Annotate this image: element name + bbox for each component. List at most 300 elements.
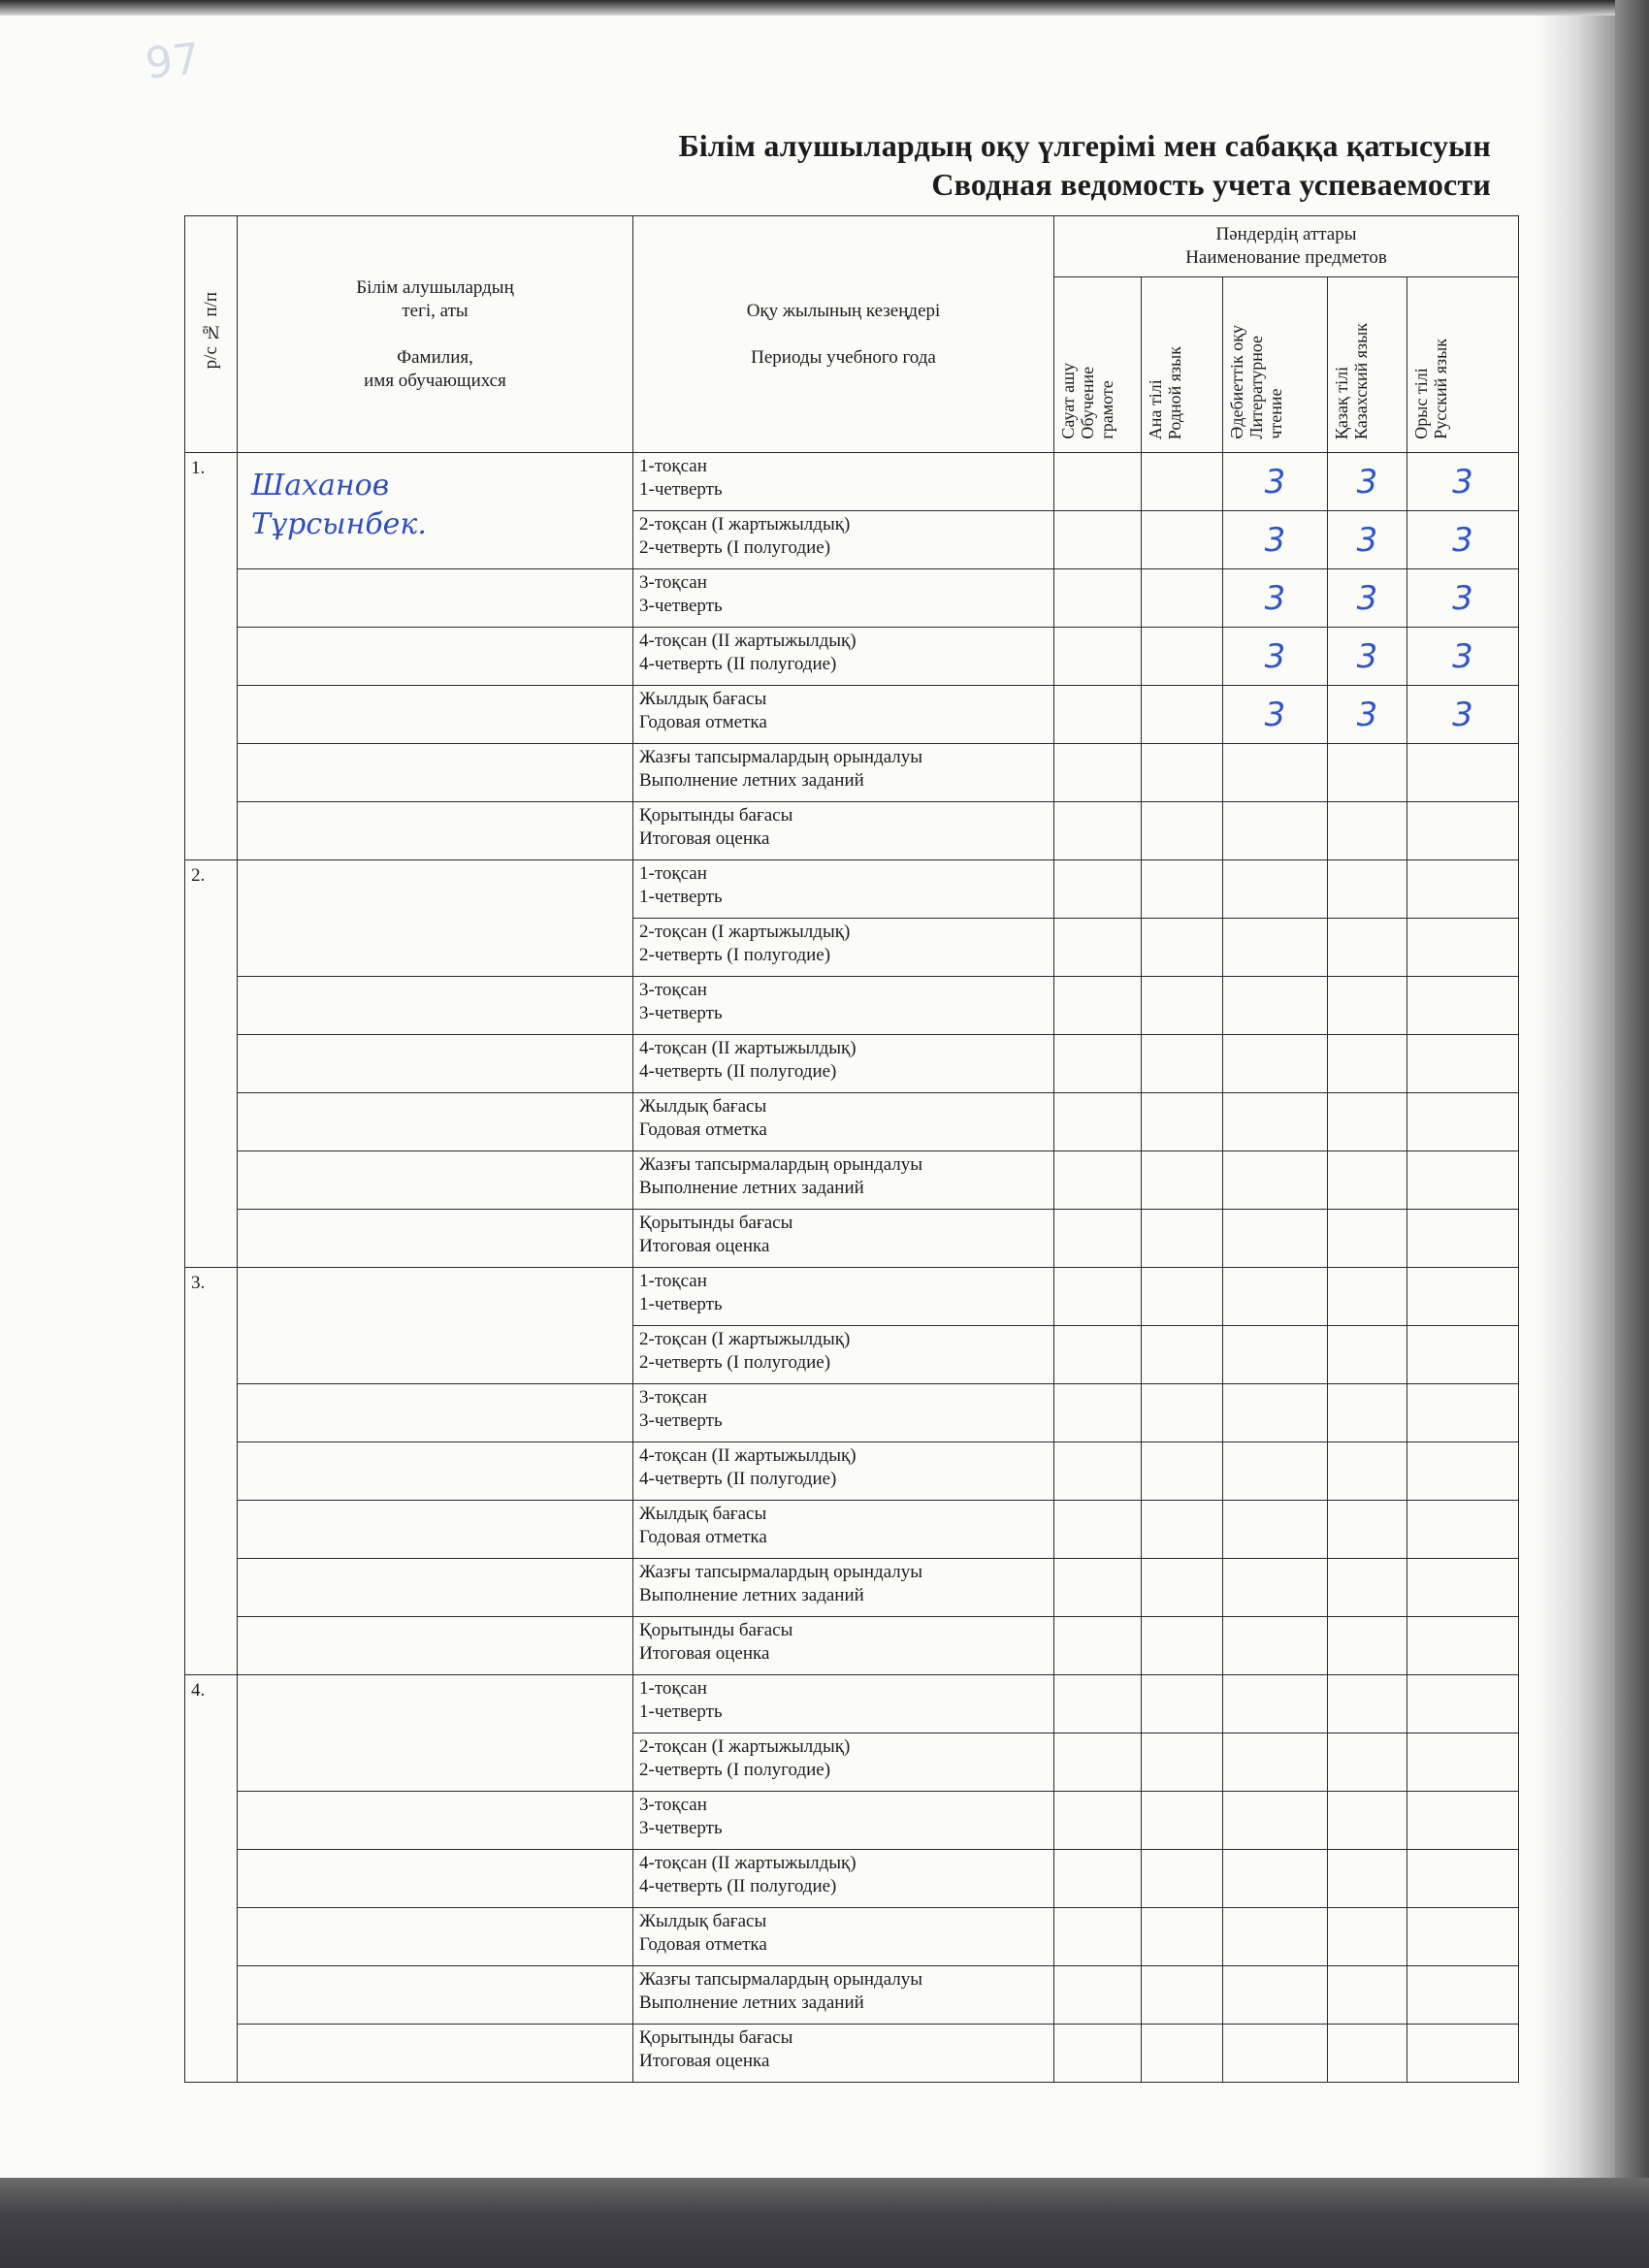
student-number: 4. bbox=[185, 1675, 238, 2083]
period-cell bbox=[633, 1617, 1054, 1675]
period-kz: 2-тоқсан (І жартыжылдық) bbox=[639, 1736, 851, 1757]
grade-cell[interactable] bbox=[1054, 1268, 1142, 1326]
period-kz: 4-тоқсан (ІІ жартыжылдық) bbox=[639, 631, 857, 651]
grade-cell[interactable] bbox=[1054, 1326, 1142, 1384]
grade-cell[interactable] bbox=[1328, 1151, 1407, 1210]
table-row bbox=[185, 453, 1519, 511]
period-cell bbox=[633, 686, 1054, 744]
period-kz: 3-тоқсан bbox=[639, 572, 707, 593]
period-ru: Выполнение летних заданий bbox=[639, 770, 864, 791]
grade-cell[interactable] bbox=[1223, 1966, 1328, 2025]
grade-cell[interactable] bbox=[1054, 2025, 1142, 2083]
grade-cell[interactable]: 3 bbox=[1223, 628, 1328, 686]
table-row bbox=[185, 1675, 1519, 1733]
header-subject-0 bbox=[1054, 277, 1142, 453]
table-row bbox=[185, 1442, 1519, 1501]
period-kz: 4-тоқсан (ІІ жартыжылдық) bbox=[639, 1038, 857, 1058]
period-kz: 4-тоқсан (ІІ жартыжылдық) bbox=[639, 1853, 857, 1873]
grade-cell[interactable] bbox=[1407, 1326, 1519, 1384]
period-kz: Жылдық бағасы bbox=[639, 1504, 767, 1524]
period-ru: Выполнение летних заданий bbox=[639, 1178, 864, 1198]
grade-cell[interactable] bbox=[1407, 1850, 1519, 1908]
table-row bbox=[185, 1850, 1519, 1908]
grade-cell[interactable] bbox=[1328, 1850, 1407, 1908]
grade-cell[interactable]: 3 bbox=[1407, 686, 1519, 744]
grade-cell[interactable] bbox=[1223, 1850, 1328, 1908]
header-subject-3 bbox=[1328, 277, 1407, 453]
period-cell bbox=[633, 453, 1054, 511]
table-row bbox=[185, 1035, 1519, 1093]
grade-cell[interactable] bbox=[1407, 860, 1519, 919]
period-kz: 1-тоқсан bbox=[639, 456, 707, 476]
student-number: 1. bbox=[185, 453, 238, 860]
grade-cell[interactable] bbox=[1328, 1442, 1407, 1501]
grade-cell[interactable] bbox=[1142, 569, 1223, 628]
grade-cell[interactable]: 3 bbox=[1328, 686, 1407, 744]
period-ru: 4-четверть (ІІ полугодие) bbox=[639, 654, 837, 674]
period-ru: 4-четверть (ІІ полугодие) bbox=[639, 1061, 837, 1082]
grade-cell[interactable] bbox=[1054, 1093, 1142, 1151]
grade-cell[interactable]: 3 bbox=[1328, 628, 1407, 686]
grade-cell[interactable] bbox=[1054, 1384, 1142, 1442]
grade-cell[interactable] bbox=[1328, 1908, 1407, 1966]
grade-cell[interactable] bbox=[1142, 1151, 1223, 1210]
header-subject-label-2 bbox=[1227, 325, 1285, 439]
period-cell bbox=[633, 1966, 1054, 2025]
grade-cell[interactable] bbox=[1142, 1792, 1223, 1850]
period-ru: Годовая отметка bbox=[639, 712, 767, 732]
period-kz: 1-тоқсан bbox=[639, 1678, 707, 1699]
grade-cell[interactable] bbox=[1223, 1617, 1328, 1675]
student-name-cell-empty bbox=[238, 977, 633, 1035]
student-name-cell-empty bbox=[238, 1384, 633, 1442]
grade-cell[interactable] bbox=[1142, 1908, 1223, 1966]
student-name-cell-empty bbox=[238, 1501, 633, 1559]
period-kz: Жазғы тапсырмалардың орындалуы bbox=[639, 1154, 923, 1175]
grade-cell[interactable] bbox=[1142, 1966, 1223, 2025]
grade-cell[interactable] bbox=[1142, 1035, 1223, 1093]
header-student-ru-1: Фамилия, bbox=[397, 346, 473, 368]
table-row bbox=[185, 1792, 1519, 1850]
student-number: 2. bbox=[185, 860, 238, 1268]
grade-cell[interactable] bbox=[1142, 1268, 1223, 1326]
period-kz: 1-тоқсан bbox=[639, 1271, 707, 1291]
grade-cell[interactable] bbox=[1142, 1501, 1223, 1559]
period-ru: 3-четверть bbox=[639, 1003, 723, 1023]
grade-cell[interactable]: 3 bbox=[1407, 569, 1519, 628]
grade-cell[interactable] bbox=[1328, 1326, 1407, 1384]
grade-cell[interactable] bbox=[1223, 1675, 1328, 1733]
grade-cell[interactable] bbox=[1054, 1442, 1142, 1501]
student-name-cell-empty bbox=[238, 628, 633, 686]
table-row bbox=[185, 2025, 1519, 2083]
grade-cell[interactable] bbox=[1328, 2025, 1407, 2083]
grade-cell[interactable] bbox=[1142, 511, 1223, 569]
grade-cell[interactable] bbox=[1328, 1384, 1407, 1442]
period-cell bbox=[633, 628, 1054, 686]
grade-cell[interactable] bbox=[1328, 1733, 1407, 1792]
grade-cell[interactable] bbox=[1142, 977, 1223, 1035]
grade-cell[interactable] bbox=[1054, 453, 1142, 511]
period-cell bbox=[633, 569, 1054, 628]
period-ru: Выполнение летних заданий bbox=[639, 1993, 864, 2013]
title-ru: Сводная ведомость учета успеваемости bbox=[931, 167, 1491, 202]
grade-cell[interactable] bbox=[1054, 1966, 1142, 2025]
grade-cell[interactable] bbox=[1407, 744, 1519, 802]
grades-table bbox=[184, 215, 1519, 2083]
grade-cell[interactable] bbox=[1142, 744, 1223, 802]
student-name-cell-empty bbox=[238, 1908, 633, 1966]
period-kz: Қорытынды бағасы bbox=[639, 2027, 793, 2048]
grade-cell[interactable] bbox=[1142, 2025, 1223, 2083]
student-name-cell-empty bbox=[238, 1792, 633, 1850]
period-ru: 1-четверть bbox=[639, 1701, 723, 1722]
period-cell bbox=[633, 802, 1054, 860]
header-periods bbox=[633, 216, 1054, 453]
grade-cell[interactable] bbox=[1054, 744, 1142, 802]
grade-cell[interactable]: 3 bbox=[1407, 628, 1519, 686]
grade-cell[interactable] bbox=[1223, 1908, 1328, 1966]
grade-cell[interactable] bbox=[1142, 1733, 1223, 1792]
grade-cell[interactable] bbox=[1142, 1559, 1223, 1617]
grade-cell[interactable] bbox=[1407, 1035, 1519, 1093]
grade-cell[interactable]: 3 bbox=[1328, 511, 1407, 569]
student-name-cell-empty bbox=[238, 2025, 633, 2083]
table-row bbox=[185, 860, 1519, 919]
student-surname bbox=[238, 1675, 632, 1689]
grade-cell[interactable] bbox=[1054, 1559, 1142, 1617]
period-kz: Қорытынды бағасы bbox=[639, 1213, 793, 1233]
period-kz: Жылдық бағасы bbox=[639, 1096, 767, 1117]
grade-cell[interactable] bbox=[1054, 919, 1142, 977]
grade-cell[interactable] bbox=[1407, 919, 1519, 977]
grade-cell[interactable] bbox=[1223, 1093, 1328, 1151]
grade-cell[interactable] bbox=[1328, 1035, 1407, 1093]
period-kz: 1-тоқсан bbox=[639, 863, 707, 884]
grade-cell[interactable] bbox=[1142, 1210, 1223, 1268]
period-kz: 3-тоқсан bbox=[639, 1387, 707, 1408]
grade-cell[interactable] bbox=[1223, 919, 1328, 977]
grade-cell[interactable] bbox=[1407, 1675, 1519, 1733]
grade-cell[interactable] bbox=[1407, 1151, 1519, 1210]
period-cell bbox=[633, 919, 1054, 977]
period-cell bbox=[633, 1326, 1054, 1384]
grade-cell[interactable] bbox=[1054, 1908, 1142, 1966]
grade-cell[interactable] bbox=[1328, 1559, 1407, 1617]
page-edge-shade bbox=[1537, 0, 1615, 2178]
subject-ru-1-text: Казахский язык bbox=[1351, 322, 1371, 439]
grade-cell[interactable] bbox=[1328, 1617, 1407, 1675]
student-name-cell-empty bbox=[238, 1617, 633, 1675]
period-ru: 2-четверть (І полугодие) bbox=[639, 1760, 831, 1780]
period-ru: 1-четверть bbox=[639, 887, 723, 907]
period-ru: 4-четверть (ІІ полугодие) bbox=[639, 1876, 837, 1896]
grade-cell[interactable] bbox=[1054, 802, 1142, 860]
header-student-kz-2: тегі, аты bbox=[402, 300, 469, 321]
grade-cell[interactable] bbox=[1328, 1966, 1407, 2025]
grade-cell[interactable] bbox=[1223, 1151, 1328, 1210]
table-row bbox=[185, 1501, 1519, 1559]
grade-cell[interactable] bbox=[1142, 686, 1223, 744]
period-cell bbox=[633, 977, 1054, 1035]
period-kz: Жазғы тапсырмалардың орындалуы bbox=[639, 1562, 923, 1582]
grade-cell[interactable] bbox=[1328, 1501, 1407, 1559]
grade-cell[interactable] bbox=[1328, 1210, 1407, 1268]
student-name-cell[interactable] bbox=[238, 453, 633, 569]
period-ru: 2-четверть (І полугодие) bbox=[639, 537, 831, 558]
period-ru: Итоговая оценка bbox=[639, 2051, 770, 2071]
grade-cell[interactable]: 3 bbox=[1328, 453, 1407, 511]
subject-ru-1-text: Родной язык bbox=[1165, 345, 1184, 439]
grade-cell[interactable] bbox=[1142, 1384, 1223, 1442]
grade-cell[interactable] bbox=[1223, 1792, 1328, 1850]
grade-cell[interactable] bbox=[1328, 802, 1407, 860]
period-ru: Итоговая оценка bbox=[639, 1236, 770, 1256]
grade-cell[interactable] bbox=[1142, 860, 1223, 919]
period-cell bbox=[633, 860, 1054, 919]
grade-cell[interactable] bbox=[1223, 1035, 1328, 1093]
subject-kz-text: Әдебиеттік оқу bbox=[1227, 325, 1246, 439]
student-name-cell-empty bbox=[238, 569, 633, 628]
grade-cell[interactable] bbox=[1407, 1442, 1519, 1501]
period-kz: 2-тоқсан (І жартыжылдық) bbox=[639, 1329, 851, 1349]
period-kz: Қорытынды бағасы bbox=[639, 1620, 793, 1640]
student-name-cell-empty bbox=[238, 1966, 633, 2025]
header-subject-label-0 bbox=[1058, 363, 1116, 439]
title-kz: Білім алушылардың оқу үлгерімі мен сабаққа қатысуын bbox=[678, 128, 1491, 163]
student-name-cell[interactable] bbox=[238, 1268, 633, 1384]
student-name-cell-empty bbox=[238, 1151, 633, 1210]
header-periods-ru: Периоды учебного года bbox=[751, 346, 936, 368]
grade-cell[interactable] bbox=[1407, 977, 1519, 1035]
grade-cell[interactable] bbox=[1407, 1501, 1519, 1559]
grade-cell[interactable] bbox=[1328, 977, 1407, 1035]
header-subjects-kz: Пәндердің аттары bbox=[1215, 224, 1357, 244]
grade-cell[interactable] bbox=[1407, 1966, 1519, 2025]
grade-cell[interactable] bbox=[1407, 802, 1519, 860]
grade-cell[interactable] bbox=[1407, 1268, 1519, 1326]
grade-cell[interactable] bbox=[1142, 1675, 1223, 1733]
grade-cell[interactable]: 3 bbox=[1223, 686, 1328, 744]
grade-cell[interactable] bbox=[1407, 1792, 1519, 1850]
grade-cell[interactable] bbox=[1054, 1151, 1142, 1210]
student-name-cell[interactable] bbox=[238, 1675, 633, 1792]
grade-cell[interactable] bbox=[1054, 1792, 1142, 1850]
grade-cell[interactable] bbox=[1223, 977, 1328, 1035]
grade-cell[interactable] bbox=[1328, 860, 1407, 919]
grade-cell[interactable] bbox=[1142, 453, 1223, 511]
period-ru: 4-четверть (ІІ полугодие) bbox=[639, 1469, 837, 1489]
header-number bbox=[185, 216, 238, 453]
period-ru: 2-четверть (І полугодие) bbox=[639, 1352, 831, 1373]
table-row bbox=[185, 1210, 1519, 1268]
header-subject-label-4 bbox=[1411, 339, 1450, 439]
period-cell bbox=[633, 1210, 1054, 1268]
period-ru: Итоговая оценка bbox=[639, 1643, 770, 1664]
grade-cell[interactable] bbox=[1328, 744, 1407, 802]
table-row bbox=[185, 1093, 1519, 1151]
grade-cell[interactable] bbox=[1054, 1850, 1142, 1908]
subject-kz-text: Орыс тілі bbox=[1411, 368, 1431, 439]
period-ru: Годовая отметка bbox=[639, 1934, 767, 1955]
grade-cell[interactable] bbox=[1054, 628, 1142, 686]
student-name-cell-empty bbox=[238, 1210, 633, 1268]
grade-cell[interactable] bbox=[1407, 1093, 1519, 1151]
table-row bbox=[185, 744, 1519, 802]
table-row bbox=[185, 802, 1519, 860]
grade-cell[interactable] bbox=[1328, 1093, 1407, 1151]
header-student bbox=[238, 216, 633, 453]
period-cell bbox=[633, 1850, 1054, 1908]
grade-cell[interactable] bbox=[1223, 1559, 1328, 1617]
student-surname: Шаханов bbox=[251, 469, 390, 502]
period-ru: 3-четверть bbox=[639, 1410, 723, 1431]
grade-cell[interactable]: 3 bbox=[1223, 511, 1328, 569]
period-ru: 3-четверть bbox=[639, 1818, 723, 1838]
grade-cell[interactable] bbox=[1328, 1268, 1407, 1326]
period-cell bbox=[633, 1792, 1054, 1850]
header-subject-1 bbox=[1142, 277, 1223, 453]
grade-cell[interactable] bbox=[1407, 1384, 1519, 1442]
grade-cell[interactable] bbox=[1054, 860, 1142, 919]
period-kz: 3-тоқсан bbox=[639, 980, 707, 1000]
grade-cell[interactable] bbox=[1407, 1617, 1519, 1675]
student-name-cell-empty bbox=[238, 744, 633, 802]
period-ru: Выполнение летних заданий bbox=[639, 1585, 864, 1605]
period-ru: Годовая отметка bbox=[639, 1119, 767, 1140]
scan-bottom-strip bbox=[0, 2178, 1649, 2268]
table-row bbox=[185, 1151, 1519, 1210]
grade-cell[interactable] bbox=[1054, 977, 1142, 1035]
grade-cell[interactable] bbox=[1223, 2025, 1328, 2083]
period-ru: 3-четверть bbox=[639, 596, 723, 616]
header-subjects-ru: Наименование предметов bbox=[1185, 247, 1387, 268]
student-surname bbox=[238, 1268, 632, 1281]
period-cell bbox=[633, 1384, 1054, 1442]
grade-cell[interactable] bbox=[1054, 1035, 1142, 1093]
period-cell bbox=[633, 1675, 1054, 1733]
header-student-ru-2: имя обучающихся bbox=[364, 370, 506, 391]
table-row bbox=[185, 1559, 1519, 1617]
grade-cell[interactable] bbox=[1054, 1210, 1142, 1268]
header-periods-kz: Оқу жылының кезеңдері bbox=[746, 300, 941, 321]
grade-cell[interactable] bbox=[1328, 919, 1407, 977]
grade-cell[interactable] bbox=[1407, 1210, 1519, 1268]
subject-ru-2-text: грамоте bbox=[1097, 380, 1116, 439]
period-kz: Жылдық бағасы bbox=[639, 1911, 767, 1931]
table-row bbox=[185, 628, 1519, 686]
grade-cell[interactable] bbox=[1407, 2025, 1519, 2083]
grade-cell[interactable] bbox=[1142, 1442, 1223, 1501]
header-subject-label-1 bbox=[1146, 346, 1184, 439]
period-kz: Қорытынды бағасы bbox=[639, 805, 793, 826]
student-firstname: Тұрсынбек. bbox=[251, 507, 427, 541]
grade-cell[interactable] bbox=[1142, 1093, 1223, 1151]
grade-cell[interactable] bbox=[1054, 1617, 1142, 1675]
scan-right-shadow bbox=[1615, 0, 1649, 2178]
student-name-cell-empty bbox=[238, 1559, 633, 1617]
period-cell bbox=[633, 1559, 1054, 1617]
period-kz: Жылдық бағасы bbox=[639, 689, 767, 709]
grade-cell[interactable]: 3 bbox=[1223, 453, 1328, 511]
grade-cell[interactable] bbox=[1054, 569, 1142, 628]
grade-cell[interactable] bbox=[1407, 1559, 1519, 1617]
grade-cell[interactable] bbox=[1142, 1326, 1223, 1384]
period-kz: Жазғы тапсырмалардың орындалуы bbox=[639, 1969, 923, 1990]
student-name-cell-empty bbox=[238, 686, 633, 744]
student-name-cell-empty bbox=[238, 1850, 633, 1908]
grade-cell[interactable] bbox=[1054, 1501, 1142, 1559]
grade-cell[interactable] bbox=[1223, 1442, 1328, 1501]
grade-cell[interactable] bbox=[1407, 1908, 1519, 1966]
grade-cell[interactable] bbox=[1328, 1792, 1407, 1850]
period-ru: 1-четверть bbox=[639, 479, 723, 500]
grade-cell[interactable] bbox=[1223, 1733, 1328, 1792]
grade-cell[interactable]: 3 bbox=[1223, 569, 1328, 628]
grade-cell[interactable] bbox=[1142, 1850, 1223, 1908]
grade-cell[interactable]: 3 bbox=[1407, 453, 1519, 511]
grade-cell[interactable]: 3 bbox=[1328, 569, 1407, 628]
subject-ru-1-text: Литературное bbox=[1246, 336, 1266, 439]
header-subject-label-3 bbox=[1332, 323, 1371, 439]
period-cell bbox=[633, 1035, 1054, 1093]
student-name-cell-empty bbox=[238, 1442, 633, 1501]
subject-ru-1-text: Русский язык bbox=[1431, 339, 1450, 439]
grade-cell[interactable] bbox=[1407, 1733, 1519, 1792]
table-row bbox=[185, 1966, 1519, 2025]
grade-cell[interactable] bbox=[1054, 686, 1142, 744]
period-cell bbox=[633, 1268, 1054, 1326]
grade-cell[interactable] bbox=[1223, 860, 1328, 919]
scan-top-edge bbox=[0, 0, 1649, 16]
grade-cell[interactable] bbox=[1142, 919, 1223, 977]
grade-cell[interactable] bbox=[1142, 1617, 1223, 1675]
grade-cell[interactable] bbox=[1142, 628, 1223, 686]
grade-cell[interactable] bbox=[1223, 1501, 1328, 1559]
grade-cell[interactable] bbox=[1054, 1675, 1142, 1733]
student-name-cell-empty bbox=[238, 1093, 633, 1151]
header-subject-4 bbox=[1407, 277, 1519, 453]
grade-cell[interactable] bbox=[1054, 511, 1142, 569]
table-row bbox=[185, 1617, 1519, 1675]
grade-cell[interactable] bbox=[1054, 1733, 1142, 1792]
grade-cell[interactable] bbox=[1223, 1268, 1328, 1326]
table-row bbox=[185, 977, 1519, 1035]
grade-cell[interactable] bbox=[1328, 1675, 1407, 1733]
grade-cell[interactable] bbox=[1223, 1326, 1328, 1384]
student-name-cell[interactable] bbox=[238, 860, 633, 977]
period-ru: Годовая отметка bbox=[639, 1527, 767, 1547]
period-cell bbox=[633, 1908, 1054, 1966]
grade-cell[interactable] bbox=[1223, 744, 1328, 802]
period-cell bbox=[633, 511, 1054, 569]
header-subjects bbox=[1054, 216, 1519, 277]
subject-kz-text: Ана тілі bbox=[1146, 379, 1165, 439]
period-ru: 2-четверть (І полугодие) bbox=[639, 945, 831, 965]
grade-cell[interactable] bbox=[1223, 802, 1328, 860]
period-cell bbox=[633, 1501, 1054, 1559]
grade-cell[interactable]: 3 bbox=[1407, 511, 1519, 569]
grade-cell[interactable] bbox=[1223, 1210, 1328, 1268]
header-student-kz-1: Білім алушылардың bbox=[356, 276, 514, 298]
grade-cell[interactable] bbox=[1142, 802, 1223, 860]
header-subject-2 bbox=[1223, 277, 1328, 453]
period-kz: 3-тоқсан bbox=[639, 1795, 707, 1815]
period-cell bbox=[633, 1093, 1054, 1151]
grade-cell[interactable] bbox=[1223, 1384, 1328, 1442]
subject-kz-text: Қазақ тілі bbox=[1332, 366, 1351, 439]
table-row bbox=[185, 1268, 1519, 1326]
